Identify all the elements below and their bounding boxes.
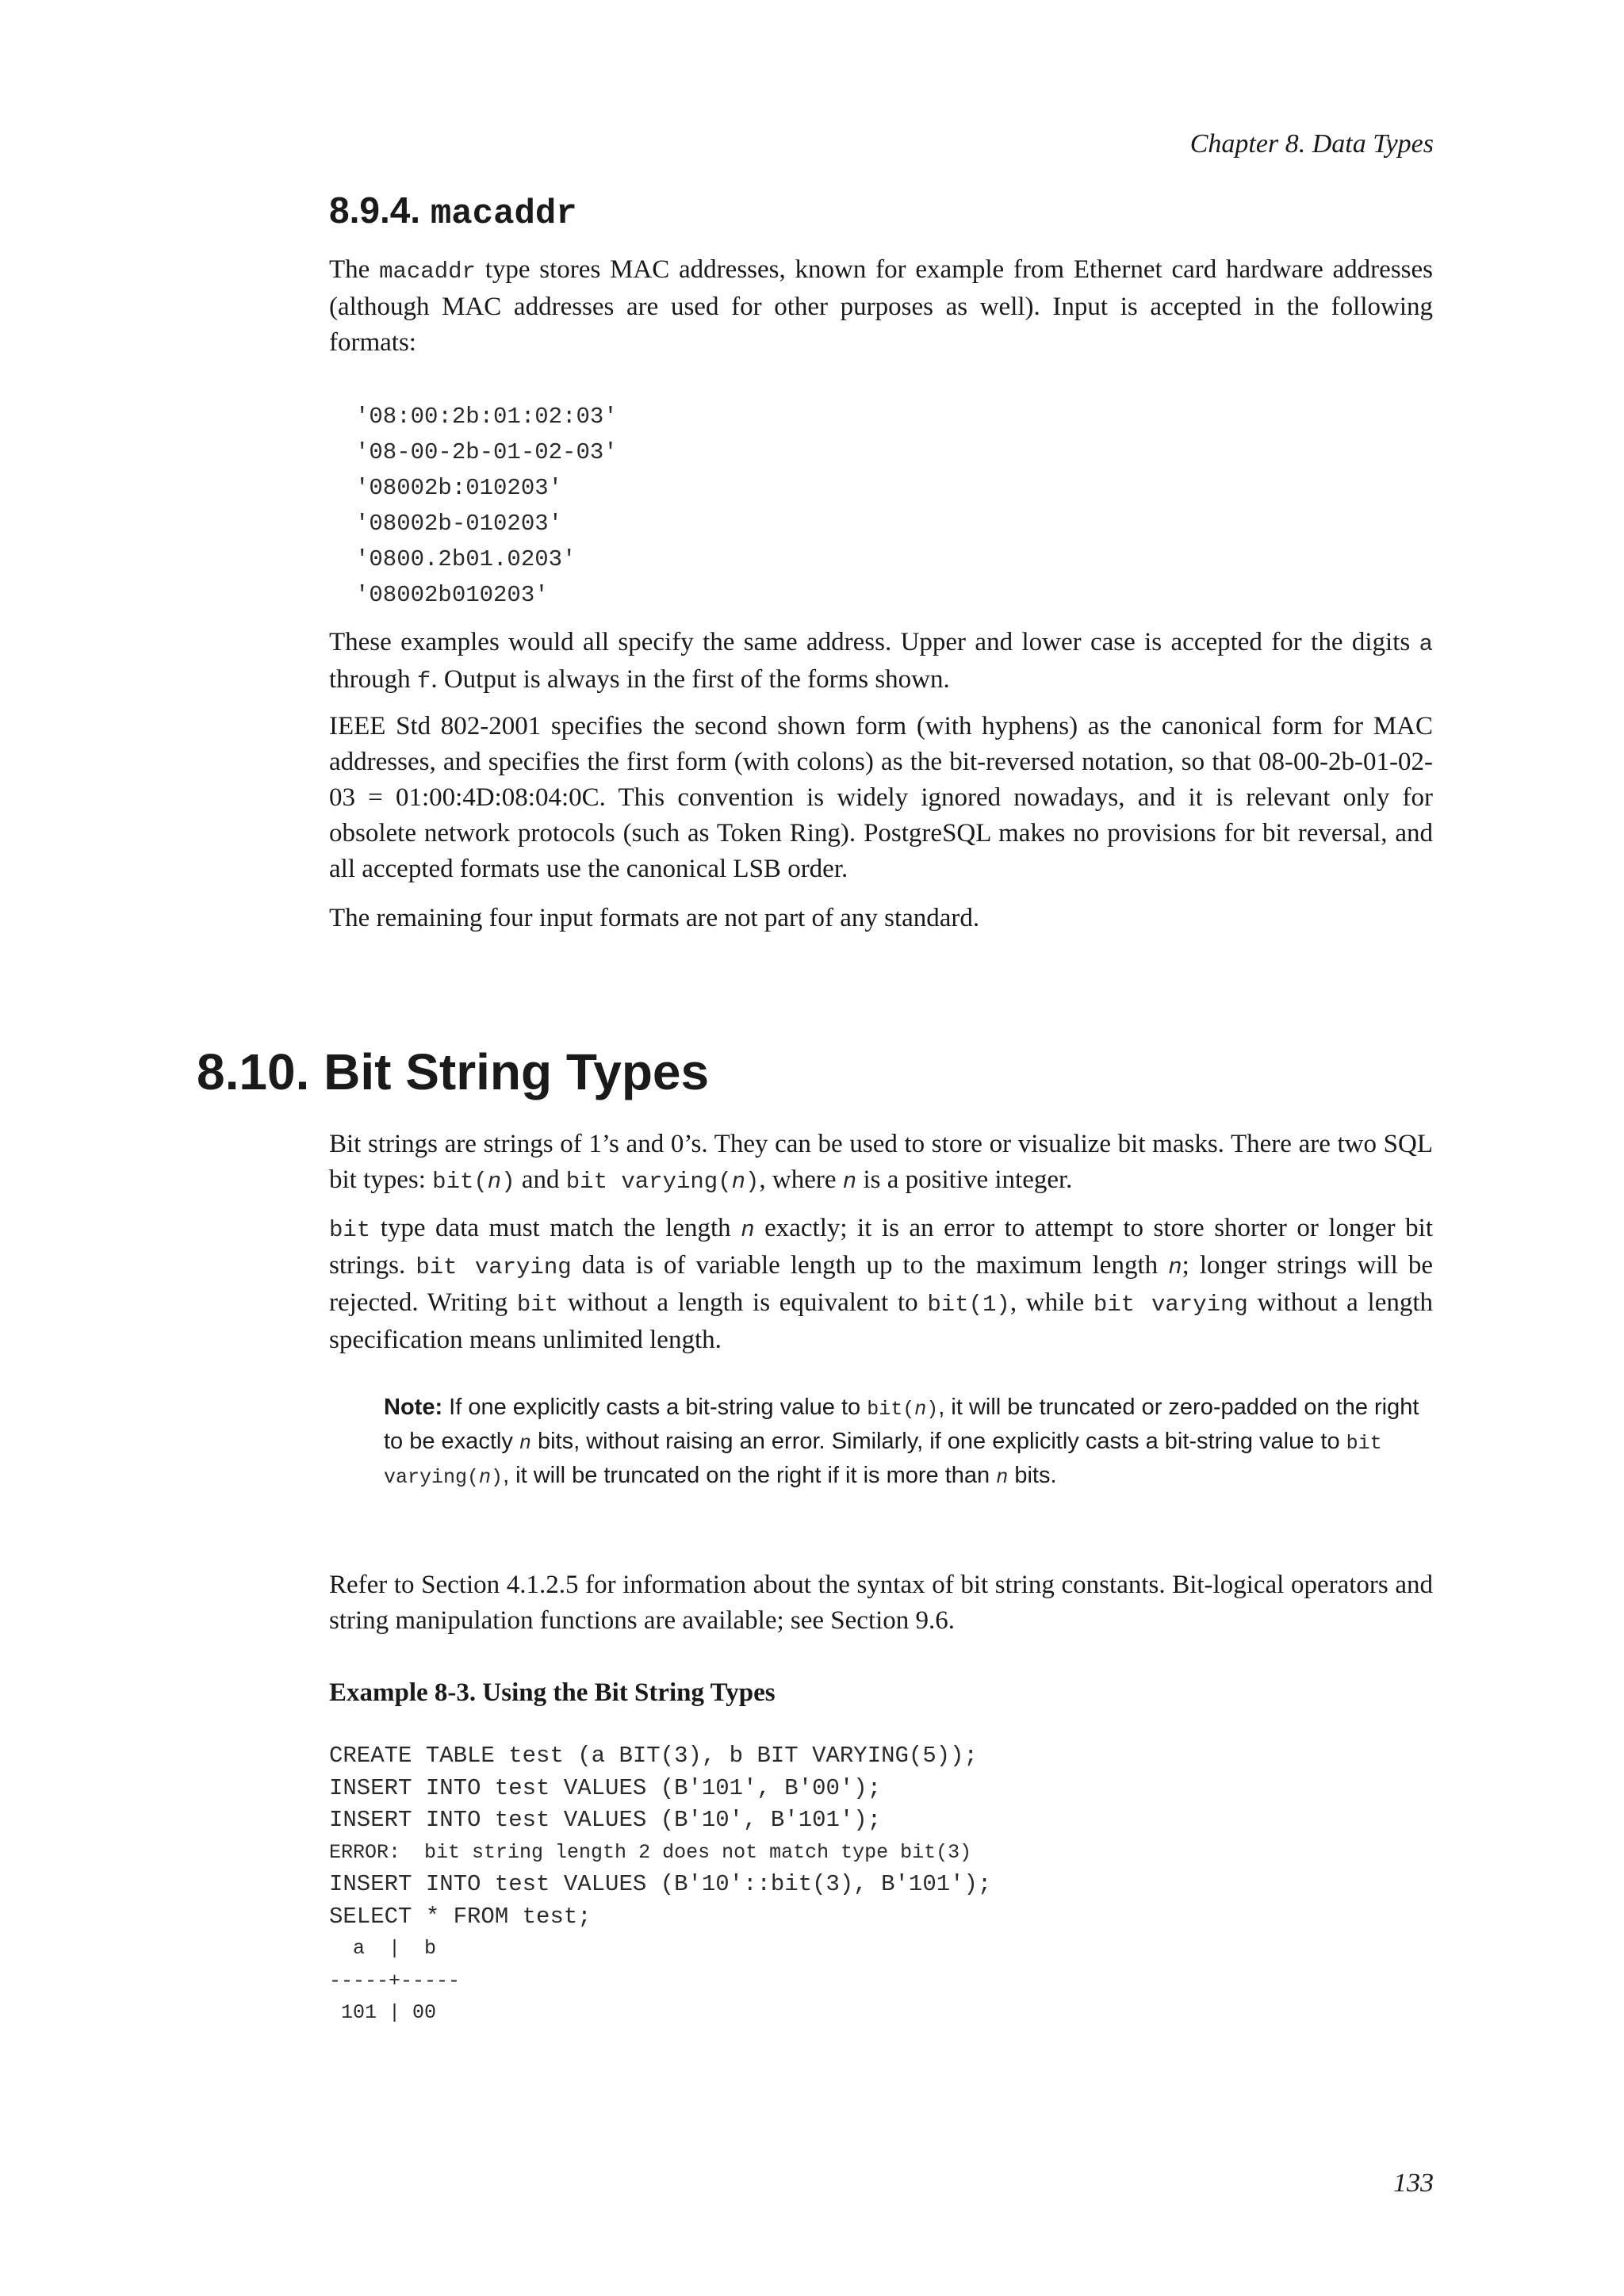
mac-format-item: '08002b010203' [355, 582, 549, 608]
mac-format-item: '08:00:2b:01:02:03' [355, 404, 618, 430]
code-line: CREATE TABLE test (a BIT(3), b BIT VARYING(5)); [329, 1743, 978, 1769]
paragraph-macaddr-intro: The macaddr type stores MAC addresses, known for example from Ethernet card hardware addresses (although MAC addresses are used for other purposes as well). Input is accepted in the following formats: [329, 255, 1433, 357]
example-code-block [329, 1740, 991, 2030]
example-title: Example 8-3. Using the Bit String Types [329, 1678, 776, 1707]
note-box: Note: If one explicitly casts a bit-string value to bit(n), it will be truncated or zero-padded on the right to be exactly n bits, without raising an error. Similarly, if one explicitly casts a bit-string value to bit varying(n), it will be truncated on the right if it is more than n bits. [384, 1395, 1419, 1489]
code-line-result-row: 101 | 00 [329, 2001, 437, 2024]
code-line-result-header: a | b [329, 1937, 437, 1960]
code-line-result-separator: -----+----- [329, 1969, 461, 1992]
mac-format-item: '0800.2b01.0203' [355, 546, 576, 572]
paragraph-remaining-formats: The remaining four input formats are not part of any standard. [329, 904, 980, 932]
section-heading-macaddr [329, 189, 577, 234]
paragraph-bit-length-rules: bit type data must match the length n exactly; it is an error to attempt to store shorter or longer bit strings. bit varying data is of variable length up to the maximum length n; longer strings will be rejected. Writing bit without a length is equivalent to bit(1), while bit varying without a length specification means unlimited length. [329, 1214, 1434, 1354]
note-label: Note: [384, 1395, 443, 1420]
code-line-error: ERROR: bit string length 2 does not match type bit(3) [329, 1840, 972, 1864]
paragraph-same-address: These examples would all specify the same address. Upper and lower case is accepted for the digits a through f. Output is always in the first of the forms shown. [329, 628, 1433, 695]
mac-format-list [355, 399, 618, 613]
paragraph-ieee-standard: IEEE Std 802-2001 specifies the second shown form (with hyphens) as the canonical form for MAC addresses, and specifies the first form (with colons) as the bit-reversed notation, so that 08-00-2b-01-02-03 = 01:00:4D:08:04:0C. This convention is widely ignored nowadays, and it is relevant only for obsolete network protocols (such as Token Ring). PostgreSQL makes no provisions for bit reversal, and all accepted formats use the canonical LSB order. [329, 712, 1433, 883]
section-title-code: macaddr [430, 194, 577, 234]
code-line: INSERT INTO test VALUES (B'10', B'101'); [329, 1807, 882, 1833]
running-header: Chapter 8. Data Types [1189, 129, 1434, 159]
page-number: 133 [1393, 2168, 1434, 2198]
mac-format-item: '08-00-2b-01-02-03' [355, 439, 618, 465]
paragraph-refer-sections: Refer to Section 4.1.2.5 for information about the syntax of bit string constants. Bit-logical operators and string manipulation functions are available; see Section 9.6. [329, 1571, 1433, 1635]
paragraph-bit-strings-intro: Bit strings are strings of 1’s and 0’s. They can be used to store or visualize bit masks. There are two SQL bit types: bit(n) and bit varying(n), where n is a positive integer. [329, 1130, 1433, 1195]
code-line: INSERT INTO test VALUES (B'10'::bit(3), B'101'); [329, 1871, 992, 1897]
code-line: SELECT * FROM test; [329, 1903, 592, 1930]
mac-format-item: '08002b:010203' [355, 475, 563, 501]
section-heading-bit-string-types: 8.10. Bit String Types [197, 1043, 710, 1100]
mac-format-item: '08002b-010203' [355, 511, 563, 537]
code-line: INSERT INTO test VALUES (B'101', B'00'); [329, 1774, 882, 1801]
section-number: 8.9.4. [329, 189, 421, 231]
